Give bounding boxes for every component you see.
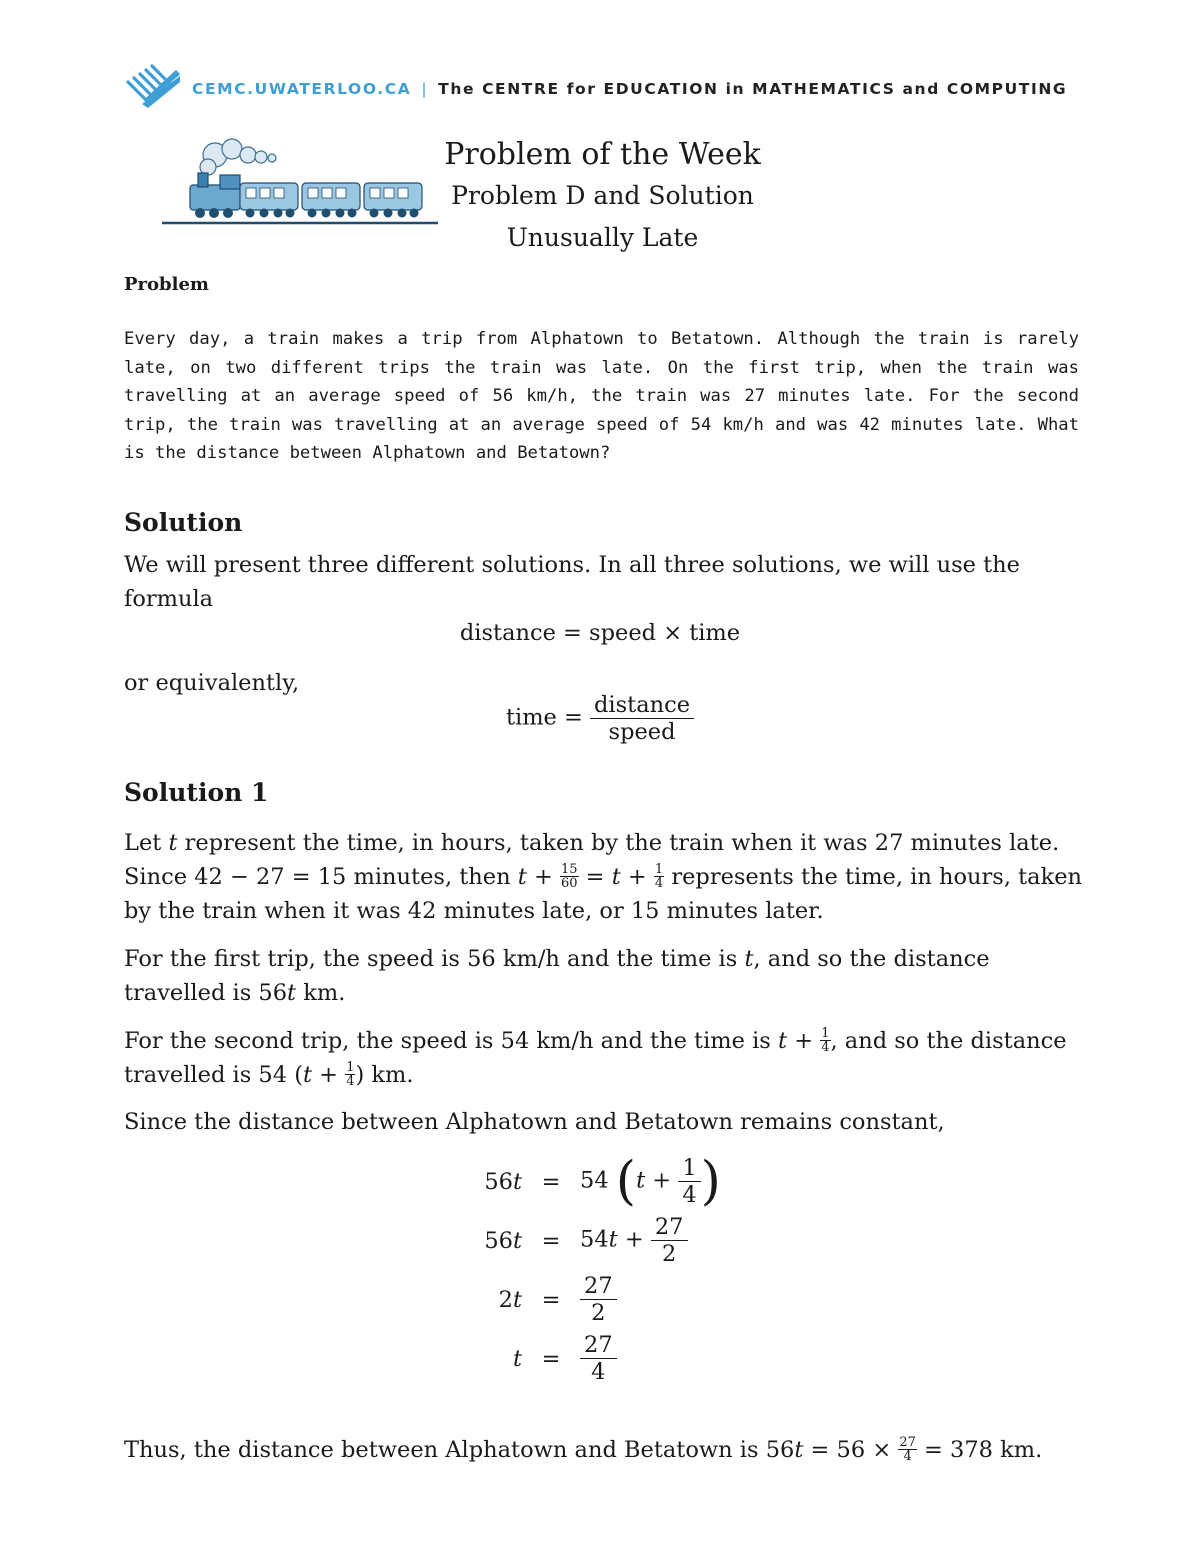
fraction-denominator: speed [608, 719, 676, 745]
problem-name: Unusually Late [506, 223, 699, 252]
math-fraction: $\frac{1}{4}$ [821, 1026, 830, 1055]
text-run: represent the time, in hours, taken by the train when it was 27 minutes late. Since 42 − 27 = 15 minutes, then [124, 830, 1060, 890]
problem-heading: Problem [124, 274, 209, 295]
math-fraction: $\frac{15}{60}$ [560, 862, 578, 891]
header-banner [192, 80, 1067, 98]
solution-intro: We will present three different solutions. In all three solutions, we will use the formula [124, 552, 1020, 612]
page-subtitle: Problem D and Solution [451, 181, 754, 210]
math-fraction: $\frac{1}{4}$ [346, 1060, 355, 1089]
solution1-paragraph-4: Since the distance between Alphatown and Betatown remains constant, [124, 1109, 945, 1135]
math-fraction: $\frac{27}{4}$ [899, 1435, 916, 1464]
fraction-numerator: distance [590, 692, 694, 719]
math-fraction: $\frac{1}{4}$ [654, 862, 664, 891]
train-illustration-icon [160, 135, 440, 230]
solution1-paragraph-3: For the second trip, the speed is 54 km/h and the time is t + $\frac{1}{4}$ , and so the distance travelled is 54 (t + $\frac{1}{4}$ ) km. [124, 1026, 1067, 1089]
text-run: km. [364, 1062, 414, 1088]
math-variable: t [168, 830, 178, 856]
text-run: Thus, the distance between Alphatown and Betatown is 56 [124, 1437, 795, 1463]
solution1-conclusion: Thus, the distance between Alphatown and Betatown is 56t = 56 × $\frac{27}{4}$ = 378 km. [124, 1435, 1043, 1464]
solution1-paragraph-1: Let t represent the time, in hours, taken by the train when it was 27 minutes late. Since 42 − 27 = 15 minutes, then t + $\frac{15}{60}$ = t + $\frac{1}{4}$ represents the time, in hours, taken by the train when it was 42 minutes late, or 15 minutes later. [124, 830, 1083, 924]
text-run: Let [124, 830, 169, 856]
site-url[interactable]: CEMC.UWATERLOO.CA [192, 80, 412, 98]
solution-heading: Solution [124, 508, 243, 537]
cemc-logo-icon [124, 64, 182, 114]
solution1-heading: Solution 1 [124, 778, 269, 807]
equation-row: 2t = $\frac{27}{2}$ [470, 1270, 721, 1329]
text-run: = 378 km. [916, 1437, 1043, 1463]
text-run: For the second trip, the speed is 54 km/h and the time is [124, 1028, 778, 1054]
text-run: km. [296, 980, 346, 1006]
formula-time-fraction [590, 692, 694, 745]
text-run: For the first trip, the speed is 56 km/h and the time is [124, 946, 745, 972]
formula-time [0, 692, 1200, 745]
equation-row: 56t = 54t + $\frac{27}{2}$ [470, 1211, 721, 1270]
equation-row: 56t = 54 (t + $\frac{1}{4}$ ) [484, 1151, 721, 1212]
equation-row: t = $\frac{27}{4}$ [470, 1329, 721, 1388]
text-run: = 56 × [803, 1437, 899, 1463]
text-run: , and so the distance travelled is 56 [124, 946, 990, 1006]
equation-derivation [470, 1152, 721, 1388]
formula-distance: distance = speed × time [459, 620, 741, 646]
problem-text: Every day, a train makes a trip from Alphatown to Betatown. Although the train is rarely late, on two different trips the train was late. On the first trip, when the train was travelling at an average speed of 56 km/h, the train was 27 minutes late. For the second trip, the train was travelling at an average speed of 54 km/h and was 42 minutes late. What is the distance between Alphatown and Betatown? [124, 329, 1079, 463]
organization-name: The CENTRE for EDUCATION in MATHEMATICS and COMPUTING [438, 80, 1068, 98]
header-separator: | [421, 80, 429, 98]
title-block [430, 135, 775, 259]
formula-time-lhs: time = [505, 704, 583, 731]
text-run: , and so the distance travelled is 54 [124, 1028, 1067, 1088]
page-title: Problem of the Week [444, 137, 761, 172]
equivalently-text: or equivalently, [124, 670, 300, 696]
text-run: represents the time, in hours, taken by the train when it was 42 minutes late, or 15 minutes later. [124, 864, 1083, 924]
solution1-paragraph-2: For the first trip, the speed is 56 km/h and the time is t, and so the distance travelled is 56t km. [124, 946, 990, 1006]
